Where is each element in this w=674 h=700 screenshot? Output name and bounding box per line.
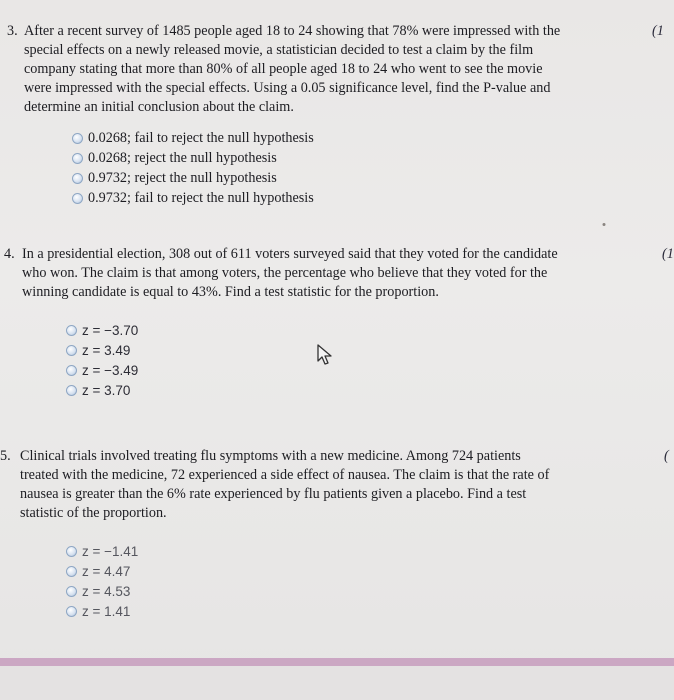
answer-option[interactable]: z = 3.49: [66, 340, 138, 360]
answer-option[interactable]: z = −3.49: [66, 360, 138, 380]
answer-option[interactable]: z = 1.41: [66, 601, 138, 621]
radio-button-icon[interactable]: [72, 193, 83, 204]
question-number: 4.: [4, 246, 15, 262]
question-text-line: were impressed with the special effects. Using a 0.05 significance level, find the P-value and: [24, 80, 551, 96]
radio-button-icon[interactable]: [66, 345, 77, 356]
radio-button-icon[interactable]: [72, 173, 83, 184]
question-text-line: determine an initial conclusion about the claim.: [24, 99, 294, 115]
radio-button-icon[interactable]: [66, 546, 77, 557]
question-text-line: statistic of the proportion.: [20, 505, 167, 521]
question-points: (: [664, 448, 669, 464]
question-text-line: winning candidate is equal to 43%. Find a test statistic for the proportion.: [22, 284, 439, 300]
answer-option[interactable]: 0.9732; fail to reject the null hypothesis: [72, 188, 314, 208]
question-number: 3.: [7, 23, 18, 39]
radio-button-icon[interactable]: [66, 385, 77, 396]
screen-speck-icon: [602, 222, 606, 227]
answer-option[interactable]: 0.9732; reject the null hypothesis: [72, 168, 314, 188]
question-text-line: company stating that more than 80% of all people aged 18 to 24 who went to see the movie: [24, 61, 543, 77]
radio-button-icon[interactable]: [66, 606, 77, 617]
question-text-line: In a presidential election, 308 out of 611 voters surveyed said that they voted for the candidate: [22, 246, 558, 262]
answer-option[interactable]: 0.0268; reject the null hypothesis: [72, 148, 314, 168]
answer-option[interactable]: z = 4.47: [66, 561, 138, 581]
radio-button-icon[interactable]: [72, 133, 83, 144]
question-number: 5.: [0, 448, 11, 464]
answer-option[interactable]: 0.0268; fail to reject the null hypothesis: [72, 128, 314, 148]
answer-option[interactable]: z = 4.53: [66, 581, 138, 601]
answer-option[interactable]: z = 3.70: [66, 380, 138, 400]
question-text-line: treated with the medicine, 72 experienced a side effect of nausea. The claim is that the rate of: [20, 467, 550, 483]
answer-options-q4: [66, 320, 138, 400]
question-text-line: nausea is greater than the 6% rate experienced by flu patients given a placebo. Find a test: [20, 486, 527, 502]
radio-button-icon[interactable]: [66, 325, 77, 336]
question-text-line: special effects on a newly released movie, a statistician decided to test a claim by the film: [24, 42, 534, 58]
footer-strip: [0, 666, 674, 700]
page-divider: [0, 658, 674, 666]
radio-button-icon[interactable]: [66, 586, 77, 597]
radio-button-icon[interactable]: [72, 153, 83, 164]
question-text-line: After a recent survey of 1485 people aged 18 to 24 showing that 78% were impressed with the: [24, 23, 561, 39]
question-points: (1: [652, 23, 664, 39]
radio-button-icon[interactable]: [66, 365, 77, 376]
question-points: (1: [662, 246, 674, 262]
answer-option[interactable]: z = −1.41: [66, 541, 138, 561]
answer-option[interactable]: z = −3.70: [66, 320, 138, 340]
answer-options-q3: [72, 128, 314, 208]
radio-button-icon[interactable]: [66, 566, 77, 577]
answer-options-q5: [66, 541, 138, 621]
question-text-line: who won. The claim is that among voters, the percentage who believe that they voted for the: [22, 265, 548, 281]
mouse-pointer-icon: [316, 344, 334, 366]
question-text-line: Clinical trials involved treating flu symptoms with a new medicine. Among 724 patients: [20, 448, 521, 464]
